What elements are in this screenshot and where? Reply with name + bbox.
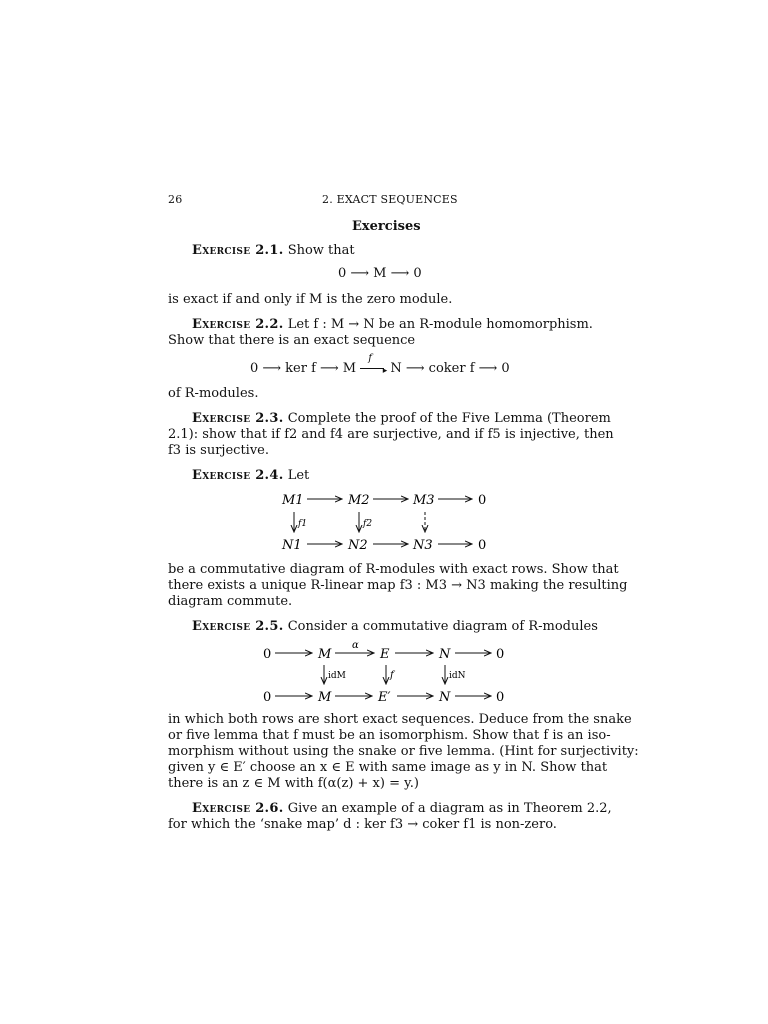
- f-arrow-line: ▸: [360, 368, 384, 369]
- exercise-2-3-line2: 2.1): show that if f2 and f4 are surjective, and if f5 is injective, then: [168, 427, 614, 442]
- diagram-b-bottom-1: M: [318, 690, 332, 705]
- diagram-b-label-idM: idM: [328, 671, 346, 681]
- running-title: 2. EXACT SEQUENCES: [322, 193, 458, 206]
- diagram-b-label-f: f: [390, 670, 394, 681]
- exercise-2-1-text: Show that: [287, 243, 355, 258]
- exercise-2-2-display-left: 0 ⟶ ker f ⟶ M: [250, 361, 357, 376]
- exercise-2-5-label: Exercise 2.5.: [192, 619, 284, 634]
- diagram-b-bottom-2: E′: [378, 690, 391, 705]
- diagram-a-label-f1: f1: [298, 519, 308, 529]
- exercise-2-3-line3: f3 is surjective.: [168, 443, 269, 458]
- exercise-2-5-intro: [192, 619, 598, 635]
- diagram-b-top-1: M: [318, 647, 332, 662]
- section-title: Exercises: [352, 219, 421, 234]
- exercise-2-3-intro: [192, 411, 611, 427]
- exercise-2-2-label: Exercise 2.2.: [192, 317, 284, 332]
- diagram-b-top-3: N: [439, 647, 451, 662]
- diagram-a-top-2: M3: [413, 493, 435, 508]
- diagram-a-top-0: M1: [282, 493, 304, 508]
- exercise-2-5-after1: in which both rows are short exact sequences. Deduce from the snake: [168, 712, 632, 727]
- exercise-2-3-line1: Complete the proof of the Five Lemma (Theorem: [287, 411, 611, 426]
- exercise-2-4-after3: diagram commute.: [168, 594, 293, 609]
- exercise-2-4-diagram: [270, 485, 500, 555]
- exercise-2-5-after4: given y ∈ E′ choose an x ∈ E with same image as y in N. Show that: [168, 760, 608, 775]
- diagram-b-top-2: E: [380, 647, 390, 662]
- diagram-b-bottom-0: 0: [263, 690, 272, 705]
- page-number: 26: [168, 193, 183, 206]
- exercise-2-1-intro: [192, 243, 355, 259]
- exercise-2-2-f-arrow: [360, 353, 388, 377]
- exercise-2-2-line2: Show that there is an exact sequence: [168, 333, 416, 348]
- exercise-2-4-after1: be a commutative diagram of R-modules with exact rows. Show that: [168, 562, 619, 577]
- diagram-b-alpha-label: α: [352, 640, 359, 651]
- exercise-2-5-after3: morphism without using the snake or five lemma. (Hint for surjectivity:: [168, 744, 639, 759]
- exercise-2-6-line1: Give an example of a diagram as in Theorem 2.2,: [287, 801, 612, 816]
- exercise-2-4-after2: there exists a unique R-linear map f3 : M3 → N3 making the resulting: [168, 578, 628, 593]
- exercise-2-2-after: of R-modules.: [168, 386, 259, 401]
- exercise-2-6-line2: for which the ‘snake map’ d : ker f3 → coker f1 is non-zero.: [168, 817, 557, 832]
- diagram-a-bottom-3: 0: [478, 538, 487, 553]
- f-arrow-label: f: [368, 353, 372, 364]
- exercise-2-2-intro: [192, 317, 593, 333]
- exercise-2-2-display: [250, 353, 510, 377]
- exercise-2-1-label: Exercise 2.1.: [192, 243, 284, 258]
- diagram-a-top-3: 0: [478, 493, 487, 508]
- diagram-a-bottom-0: N1: [282, 538, 302, 553]
- exercise-2-6-label: Exercise 2.6.: [192, 801, 284, 816]
- exercise-2-2-display-right: N ⟶ coker f ⟶ 0: [390, 361, 510, 376]
- exercise-2-1-display: 0 ⟶ M ⟶ 0: [338, 266, 422, 281]
- diagram-a-bottom-2: N3: [413, 538, 433, 553]
- diagram-b-bottom-4: 0: [496, 690, 505, 705]
- exercise-2-4-label: Exercise 2.4.: [192, 468, 284, 483]
- exercise-2-5-after2: or five lemma that f must be an isomorphism. Show that f is an iso-: [168, 728, 611, 743]
- diagram-b-top-0: 0: [263, 647, 272, 662]
- exercise-2-1-after: is exact if and only if M is the zero module.: [168, 292, 453, 307]
- diagram-b-top-4: 0: [496, 647, 505, 662]
- diagram-a-bottom-1: N2: [348, 538, 368, 553]
- diagram-b-bottom-3: N: [439, 690, 451, 705]
- exercise-2-4-text: Let: [287, 468, 310, 483]
- exercise-2-3-label: Exercise 2.3.: [192, 411, 284, 426]
- diagram-a-top-1: M2: [348, 493, 370, 508]
- diagram-a-label-f2: f2: [363, 519, 373, 529]
- exercise-2-5-text: Consider a commutative diagram of R-modules: [287, 619, 598, 634]
- exercise-2-5-diagram: [255, 638, 515, 706]
- exercise-2-5-after5: there is an z ∈ M with f(α(z) + x) = y.): [168, 776, 419, 791]
- exercise-2-6-intro: [192, 801, 612, 817]
- exercise-2-4-intro: [192, 468, 309, 484]
- diagram-b-label-idN: idN: [449, 671, 466, 681]
- exercise-2-2-line1: Let f : M → N be an R-module homomorphism.: [287, 317, 593, 332]
